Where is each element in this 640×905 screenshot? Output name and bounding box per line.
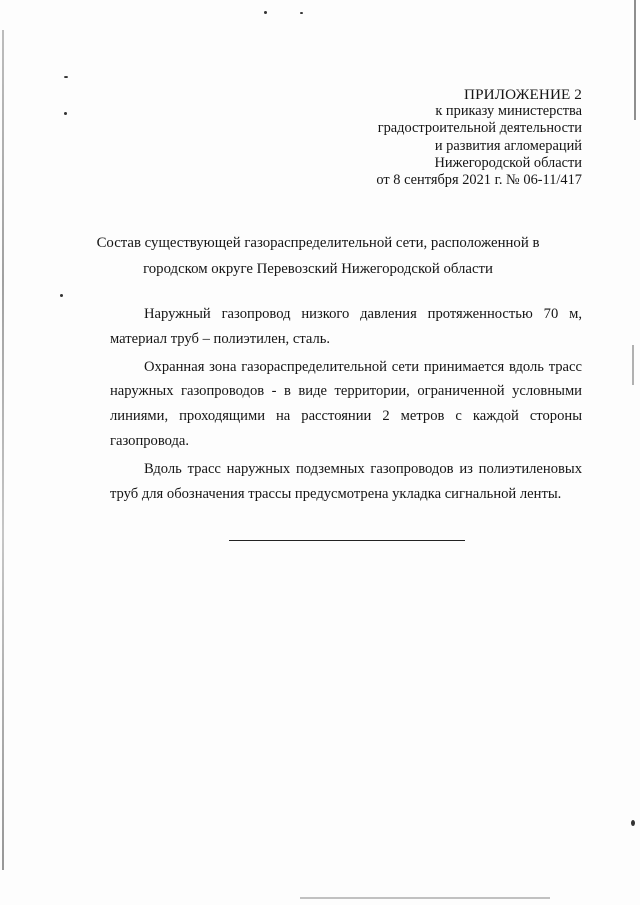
- body-paragraph: Вдоль трасс наружных подземных газопроводов из полиэтиленовых труб для обозначения трассы предусмотрена укладка сигнальной ленты.: [110, 460, 582, 502]
- scan-speck: [64, 112, 67, 115]
- scan-edge-right-lower: [632, 345, 634, 385]
- document-heading: [90, 230, 546, 282]
- scan-speck: [64, 76, 68, 78]
- appendix-order-date: от 8 сентября 2021 г. № 06-11/417: [376, 172, 582, 189]
- body-paragraph: Охранная зона газораспределительной сети принимается вдоль трасс наружных газопроводов - в виде территории, ограниченной условными линиями, проходящими на расстоянии 2 метров с каждой стороны газопровода.: [110, 358, 582, 449]
- scan-speck: [264, 11, 267, 14]
- heading-line: городском округе Перевозский Нижегородской области: [143, 261, 493, 277]
- scan-speck: [300, 12, 303, 14]
- scan-speck: [60, 294, 63, 297]
- scan-edge-right: [634, 0, 636, 120]
- scan-edge-left: [2, 30, 4, 870]
- heading-line: Состав существующей газораспределительной сети, расположенной в: [96, 235, 540, 251]
- body-paragraph: Наружный газопровод низкого давления протяженностью 70 м, материал труб – полиэтилен, сталь.: [110, 306, 582, 347]
- appendix-line: градостроительной деятельности: [377, 120, 582, 137]
- closing-divider: [229, 540, 465, 541]
- appendix-header: [376, 86, 582, 189]
- scan-speck: [631, 820, 635, 826]
- appendix-line: Нижегородской области: [434, 154, 582, 171]
- appendix-line: и развития агломераций: [434, 137, 582, 154]
- document-body: [110, 302, 582, 509]
- appendix-title: ПРИЛОЖЕНИЕ 2: [464, 86, 582, 103]
- appendix-line: к приказу министерства: [435, 103, 582, 120]
- scan-edge-bottom: [300, 897, 550, 899]
